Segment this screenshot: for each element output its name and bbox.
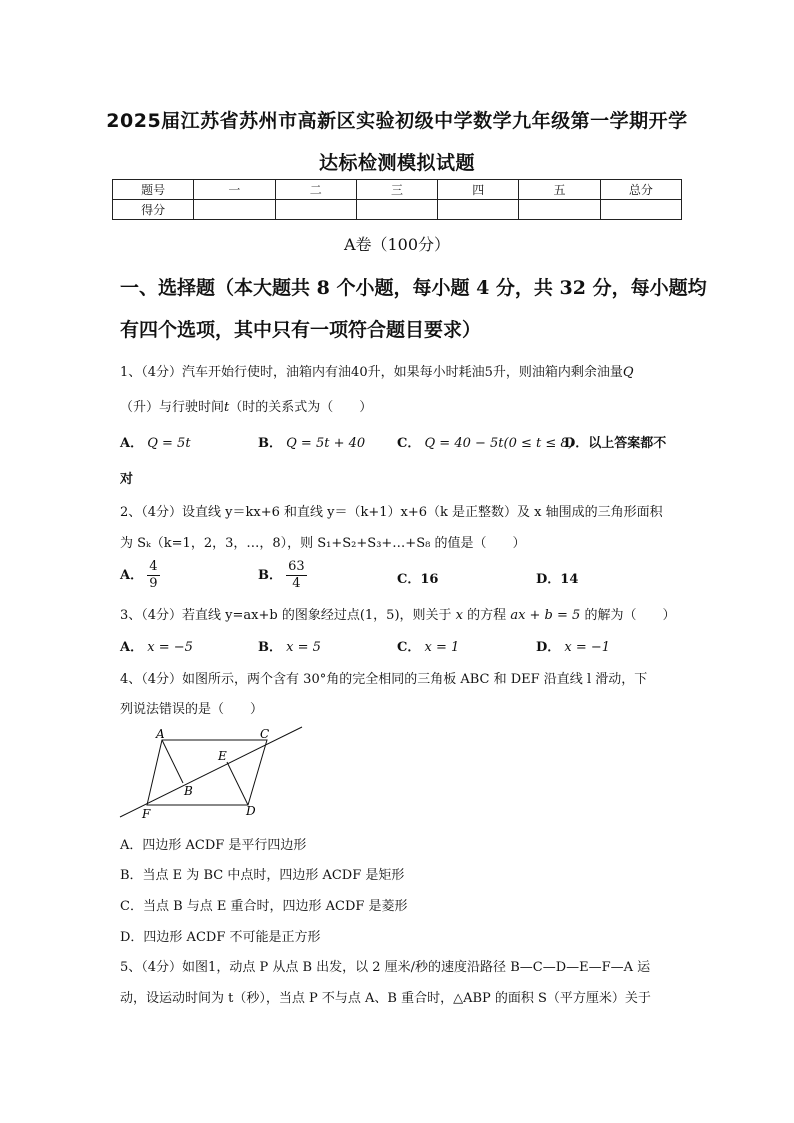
q4-figure xyxy=(112,722,312,822)
q4-option-b[interactable]: B．当点 E 为 BC 中点时，四边形 ACDF 是矩形 xyxy=(120,868,405,883)
score-table xyxy=(112,179,682,220)
option-formula: x = −5 xyxy=(147,640,193,655)
q1-option-b[interactable] xyxy=(258,432,365,451)
part-a-heading: A卷（100分） xyxy=(343,235,451,254)
q1-option-d-continuation: 对 xyxy=(120,472,134,487)
score-table-cell: 得分 xyxy=(113,200,194,220)
point-label-f: F xyxy=(142,807,151,821)
option-label: B． xyxy=(258,640,282,655)
q2-option-c[interactable]: C．16 xyxy=(397,572,439,587)
q4-option-c[interactable]: C．当点 B 与点 E 重合时，四边形 ACDF 是菱形 xyxy=(120,899,408,914)
score-table-cell: 总分 xyxy=(600,180,681,200)
option-label: C． xyxy=(397,640,421,655)
q1-stem-line2 xyxy=(120,396,680,415)
q4-stem-line1: 4、（4分）如图所示，两个含有 30°角的完全相同的三角板 ABC 和 DEF 沿直线 l 滑动，下 xyxy=(120,672,648,687)
score-input-cell[interactable] xyxy=(438,200,519,220)
point-label-b: B xyxy=(184,784,193,798)
option-label: D． xyxy=(536,640,561,655)
score-input-cell[interactable] xyxy=(194,200,275,220)
q5-stem-line2: 动，设运动时间为 t（秒），当点 P 不与点 A、B 重合时，△ABP 的面积 S（平方厘米）关于 xyxy=(120,991,651,1006)
q4-option-d[interactable]: D．四边形 ACDF 不可能是正方形 xyxy=(120,930,321,945)
option-label: B． xyxy=(258,436,282,451)
point-label-d: D xyxy=(246,804,256,818)
q3-var-x: x xyxy=(455,608,464,623)
option-label: B． xyxy=(258,568,282,583)
q3-equation: ax + b = 5 xyxy=(510,608,581,623)
score-table-cell: 三 xyxy=(356,180,437,200)
option-formula: Q = 40 − 5t(0 ≤ t ≤ 8) xyxy=(424,436,574,451)
fraction-numerator: 63 xyxy=(288,559,305,574)
score-input-cell[interactable] xyxy=(356,200,437,220)
q3-stem-text: 3、（4分）若直线 y=ax+b 的图象经过点(1，5)，则关于 xyxy=(120,608,452,623)
q3-option-b[interactable] xyxy=(258,636,321,655)
fraction-denominator: 9 xyxy=(149,576,158,591)
score-input-cell[interactable] xyxy=(519,200,600,220)
score-table-cell: 题号 xyxy=(113,180,194,200)
q5-stem-line1: 5、（4分）如图1，动点 P 从点 B 出发，以 2 厘米/秒的速度沿路径 B—C—D—E—F—A 运 xyxy=(120,960,651,975)
option-formula: x = 1 xyxy=(424,640,460,655)
score-input-cell[interactable] xyxy=(275,200,356,220)
q1-option-c[interactable] xyxy=(397,432,574,451)
q1-stem-text: （升）与行驶时间 xyxy=(120,400,225,415)
q1-option-a[interactable] xyxy=(120,432,191,451)
option-formula: Q = 5t + 40 xyxy=(286,436,366,451)
option-formula: Q = 5t xyxy=(147,436,191,451)
score-table-cell: 五 xyxy=(519,180,600,200)
q3-option-d[interactable] xyxy=(536,636,610,655)
score-table-header-row xyxy=(113,180,682,200)
q3-stem-text: 的解为（ ） xyxy=(584,608,676,623)
q1-stem-text: （时的关系式为（ ） xyxy=(229,400,373,415)
score-table-cell: 二 xyxy=(275,180,356,200)
q2-stem-line1: 2、（4分）设直线 y＝kx+6 和直线 y＝（k+1）x+6（k 是正整数）及 x 轴围成的三角形面积 xyxy=(120,505,663,520)
q1-stem-line1 xyxy=(120,361,680,380)
fraction xyxy=(147,559,159,592)
score-table-cell: 一 xyxy=(194,180,275,200)
fraction xyxy=(286,559,307,592)
q1-var-q: Q xyxy=(622,365,634,380)
option-formula: x = −1 xyxy=(564,640,611,655)
q4-option-a[interactable]: A．四边形 ACDF 是平行四边形 xyxy=(120,838,307,853)
doc-title-line1: 2025届江苏省苏州市高新区实验初级中学数学九年级第一学期开学 xyxy=(106,110,688,132)
point-label-e: E xyxy=(218,749,227,763)
option-label: A． xyxy=(120,568,144,583)
q3-stem xyxy=(120,604,680,623)
score-table-cell: 四 xyxy=(438,180,519,200)
q3-option-c[interactable] xyxy=(397,636,459,655)
section1-heading-line1: 一、选择题（本大题共 8 个小题，每小题 4 分，共 32 分，每小题均 xyxy=(120,277,707,299)
segment-ed xyxy=(227,762,248,805)
fraction-numerator: 4 xyxy=(149,559,158,574)
q4-stem-line2: 列说法错误的是（ ） xyxy=(120,702,264,717)
option-label: A． xyxy=(120,640,144,655)
q3-option-a[interactable] xyxy=(120,636,193,655)
option-formula: x = 5 xyxy=(286,640,321,655)
q2-stem-line2: 为 Sₖ（k=1，2，3，…，8），则 S₁+S₂+S₃+…+S₈ 的值是（ ） xyxy=(120,536,526,551)
q2-option-b[interactable] xyxy=(258,559,307,592)
q2-option-a[interactable] xyxy=(120,559,160,592)
option-label: C． xyxy=(397,436,421,451)
point-label-a: A xyxy=(156,727,165,741)
q1-var-t: t xyxy=(224,400,230,415)
doc-title-line2: 达标检测模拟试题 xyxy=(318,152,475,174)
segment-ab xyxy=(162,740,183,783)
score-input-cell[interactable] xyxy=(600,200,681,220)
fraction-denominator: 4 xyxy=(292,576,301,591)
point-label-c: C xyxy=(260,727,270,741)
q2-option-d[interactable]: D．14 xyxy=(536,572,579,587)
q1-stem-text: 1、（4分）汽车开始行使时，油箱内有油40升，如果每小时耗油5升，则油箱内剩余油量 xyxy=(120,365,623,380)
q1-option-d[interactable]: D．以上答案都不 xyxy=(564,436,667,451)
option-label: A． xyxy=(120,436,144,451)
score-table-score-row xyxy=(113,200,682,220)
section1-heading-line2: 有四个选项，其中只有一项符合题目要求） xyxy=(120,319,482,341)
q3-stem-text: 的方程 xyxy=(467,608,507,623)
